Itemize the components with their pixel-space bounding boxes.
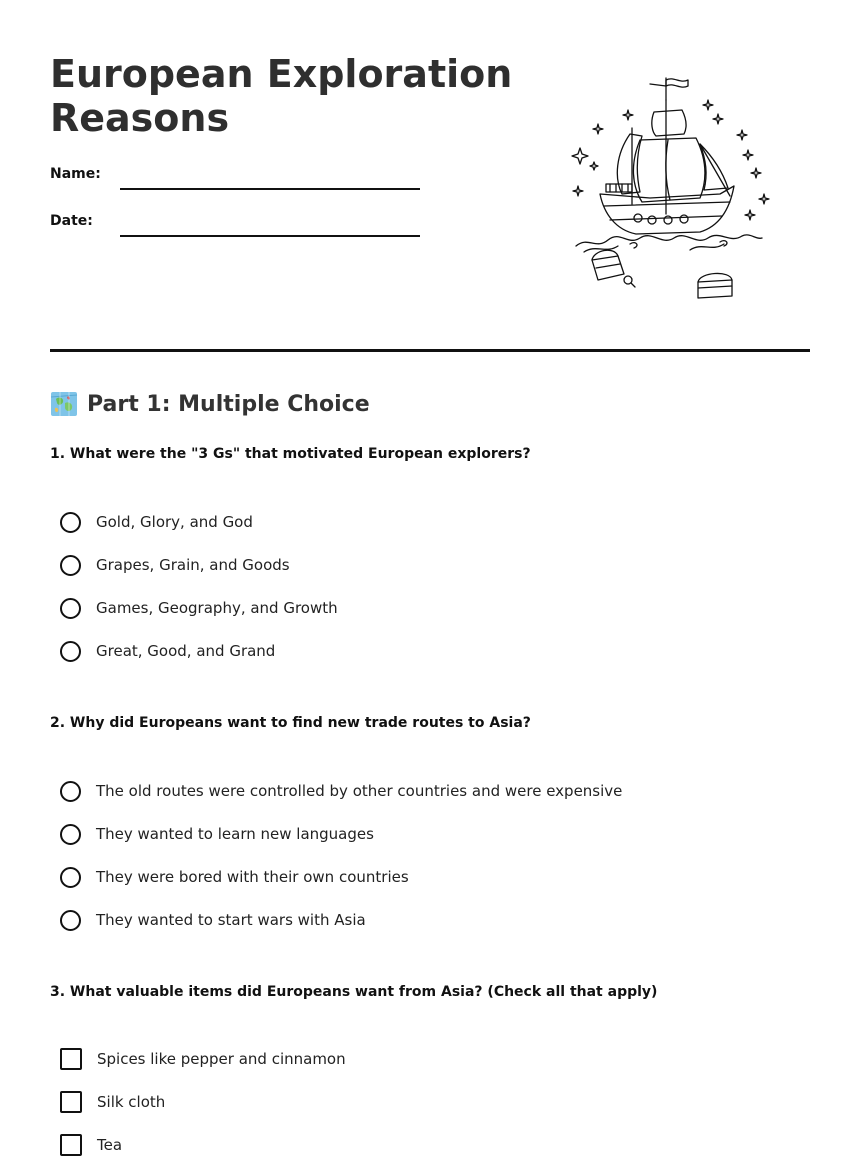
section-divider (50, 349, 810, 352)
q3-option-2[interactable] (60, 1089, 760, 1115)
option-label: Great, Good, and Grand (96, 642, 276, 660)
question-1-text: 1. What were the "3 Gs" that motivated European explorers? (50, 446, 531, 462)
question-3-text: 3. What valuable items did Europeans want from Asia? (Check all that apply) (50, 984, 658, 1000)
q1-option-1[interactable] (60, 509, 760, 535)
name-label: Name: (50, 166, 101, 182)
date-label: Date: (50, 213, 93, 229)
radio-button[interactable] (60, 781, 81, 802)
q1-option-4[interactable] (60, 638, 760, 664)
map-icon (50, 391, 78, 417)
q2-option-4[interactable] (60, 907, 760, 933)
name-line[interactable] (120, 188, 420, 190)
date-line[interactable] (120, 235, 420, 237)
checkbox[interactable] (60, 1134, 82, 1156)
section-title: Part 1: Multiple Choice (87, 391, 370, 417)
q1-option-3[interactable] (60, 595, 760, 621)
radio-button[interactable] (60, 598, 81, 619)
option-label: They wanted to start wars with Asia (96, 911, 366, 929)
radio-button[interactable] (60, 512, 81, 533)
checkbox[interactable] (60, 1048, 82, 1070)
option-label: Silk cloth (97, 1093, 166, 1111)
date-field[interactable] (50, 207, 420, 237)
option-label: Grapes, Grain, and Goods (96, 556, 290, 574)
q3-option-1[interactable] (60, 1046, 760, 1072)
checkbox[interactable] (60, 1091, 82, 1113)
question-2-text: 2. Why did Europeans want to find new trade routes to Asia? (50, 715, 531, 731)
option-label: They were bored with their own countries (96, 868, 409, 886)
radio-button[interactable] (60, 555, 81, 576)
option-label: Tea (97, 1136, 123, 1154)
option-label: The old routes were controlled by other countries and were expensive (96, 782, 623, 800)
ship-illustration-icon (570, 74, 770, 302)
section-heading (50, 388, 370, 420)
q2-option-2[interactable] (60, 821, 760, 847)
option-label: Games, Geography, and Growth (96, 599, 338, 617)
radio-button[interactable] (60, 910, 81, 931)
radio-button[interactable] (60, 641, 81, 662)
q1-option-2[interactable] (60, 552, 760, 578)
worksheet-title: European Exploration Reasons (50, 52, 513, 140)
option-label: Spices like pepper and cinnamon (97, 1050, 346, 1068)
q3-option-3[interactable] (60, 1132, 760, 1158)
q2-option-1[interactable] (60, 778, 760, 804)
q2-option-3[interactable] (60, 864, 760, 890)
option-label: They wanted to learn new languages (96, 825, 374, 843)
option-label: Gold, Glory, and God (96, 513, 253, 531)
name-field[interactable] (50, 160, 420, 190)
radio-button[interactable] (60, 824, 81, 845)
radio-button[interactable] (60, 867, 81, 888)
